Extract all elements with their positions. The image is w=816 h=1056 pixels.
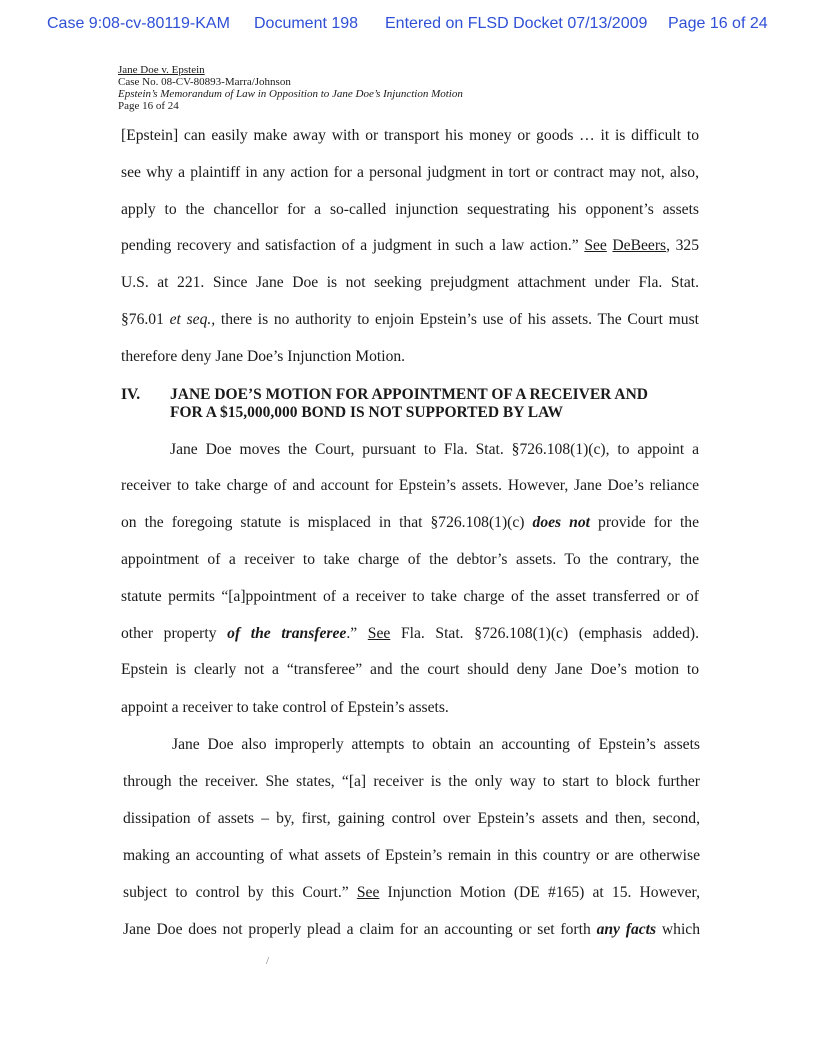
text-run: provide for the	[598, 514, 699, 531]
stamp-page: Page 16 of 24	[668, 15, 768, 32]
text-line: appointment of a receiver to take charge of the debtor’s assets. To the contrary, the	[121, 551, 699, 568]
scan-speck: /	[266, 955, 270, 967]
text-line: Epstein is clearly not a “transferee” and the court should deny Jane Doe’s motion to	[121, 661, 699, 678]
text-line: making an accounting of what assets of Epstein’s remain in this country or are otherwise	[123, 847, 700, 864]
stamp-entered: Entered on FLSD Docket 07/13/2009	[385, 15, 648, 32]
text-line: appoint a receiver to take control of Epstein’s assets.	[121, 699, 449, 716]
header-case-no: Case No. 08-CV-80893-Marra/Johnson	[118, 76, 291, 88]
text-line: see why a plaintiff in any action for a personal judgment in tort or contract may not, also,	[121, 164, 699, 181]
emphasis-run: of the transferee	[227, 625, 347, 642]
text-run: subject to control by this Court.”	[123, 884, 349, 901]
text-run: pending recovery and satisfaction of a judgment in such a law action.”	[121, 237, 579, 254]
section-number: IV.	[121, 386, 141, 403]
header-page: Page 16 of 24	[118, 100, 179, 112]
italic-run: et seq.,	[169, 311, 216, 328]
text-line	[121, 624, 699, 644]
text-line: therefore deny Jane Doe’s Injunction Motion.	[121, 348, 406, 365]
emphasis-run: does not	[532, 514, 590, 531]
case-citation: DeBeers	[612, 237, 667, 254]
section-title-line: JANE DOE’S MOTION FOR APPOINTMENT OF A RECEIVER AND	[170, 386, 648, 403]
text-line: dissipation of assets – by, first, gaining control over Epstein’s assets and then, second,	[123, 810, 700, 827]
emphasis-run: any facts	[596, 921, 657, 938]
text-run: .”	[346, 625, 358, 642]
text-line: through the receiver. She states, “[a] receiver is the only way to start to block further	[123, 773, 700, 790]
citation-signal: See	[367, 625, 391, 642]
text-line: apply to the chancellor for a so-called injunction sequestrating his opponent’s assets	[121, 201, 699, 218]
text-line: U.S. at 221. Since Jane Doe is not seeking prejudgment attachment under Fla. Stat.	[121, 274, 699, 291]
text-line	[123, 883, 700, 903]
text-run: there is no authority to enjoin Epstein’s use of his assets. The Court must	[220, 311, 699, 328]
text-run: Jane Doe does not properly plead a claim for an accounting or set forth	[123, 921, 591, 938]
docket-stamp	[0, 15, 816, 39]
stamp-case: Case 9:08-cv-80119-KAM	[47, 15, 230, 32]
text-line	[121, 310, 699, 330]
text-run: , 325	[666, 237, 699, 254]
citation-signal: See	[584, 237, 607, 254]
header-caption: Jane Doe v. Epstein	[118, 64, 205, 76]
text-line: receiver to take charge of and account for Epstein’s assets. However, Jane Doe’s reliance	[121, 477, 699, 494]
text-run: other property	[121, 625, 217, 642]
stamp-document: Document 198	[254, 15, 359, 32]
text-run: on the foregoing statute is misplaced in that §726.108(1)(c)	[121, 514, 525, 531]
text-run: §76.01	[121, 311, 164, 328]
text-run: Injunction Motion (DE #165) at 15. However,	[387, 884, 700, 901]
header-title: Epstein’s Memorandum of Law in Opposition to Jane Doe’s Injunction Motion	[118, 88, 463, 100]
text-line	[121, 513, 699, 533]
text-line: statute permits “[a]ppointment of a receiver to take charge of the asset transferred or of	[121, 588, 699, 605]
section-title-line: FOR A $15,000,000 BOND IS NOT SUPPORTED BY LAW	[170, 404, 564, 421]
text-run: Fla. Stat. §726.108(1)(c) (emphasis added).	[400, 625, 699, 642]
text-line	[123, 920, 700, 940]
citation-signal: See	[356, 884, 380, 901]
text-line: Jane Doe moves the Court, pursuant to Fla. Stat. §726.108(1)(c), to appoint a	[170, 441, 699, 458]
text-run: which	[661, 921, 700, 938]
text-line: Jane Doe also improperly attempts to obtain an accounting of Epstein’s assets	[172, 736, 700, 753]
text-line	[121, 236, 699, 256]
text-line: [Epstein] can easily make away with or transport his money or goods … it is difficult to	[121, 127, 699, 144]
